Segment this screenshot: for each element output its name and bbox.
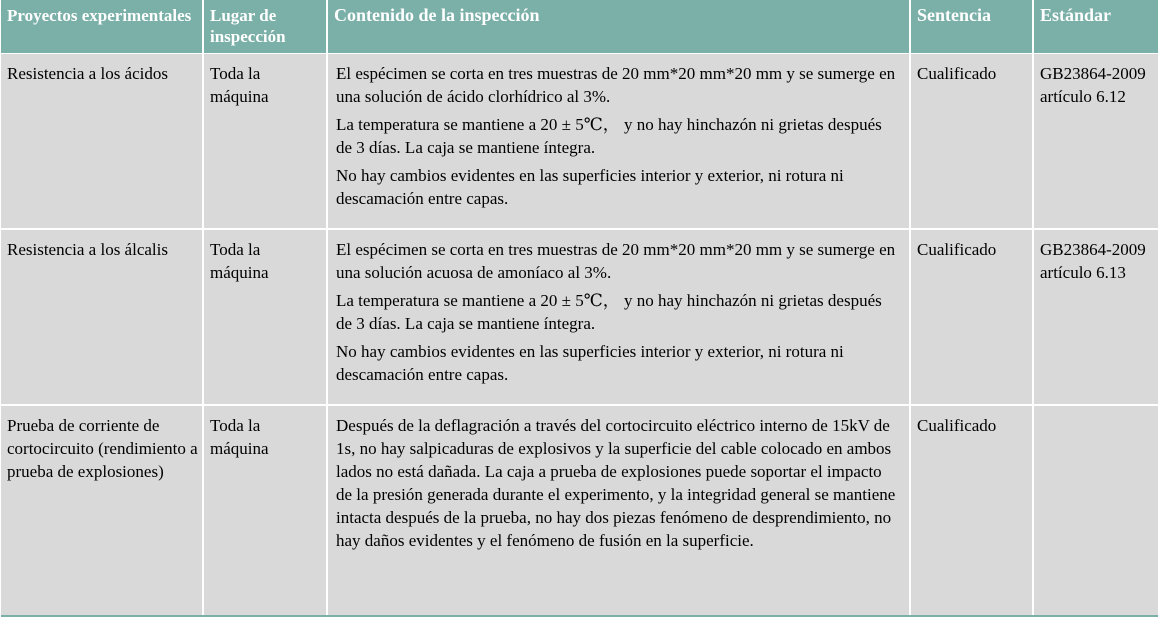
cell-verdict xyxy=(910,229,1033,405)
content-paragraph: El espécimen se corta en tres muestras de 20 mm*20 mm*20 mm y se sumerge en una solución de ácido clorhídrico al 3%. xyxy=(336,64,896,106)
cell-content xyxy=(327,229,910,405)
cell-project xyxy=(1,229,203,405)
cell-project xyxy=(1,54,203,230)
cell-standard xyxy=(1033,229,1158,405)
content-paragraph: No hay cambios evidentes en las superficies interior y exterior, ni rotura ni descamación entre capas. xyxy=(336,342,844,384)
cell-place xyxy=(203,54,327,230)
table-body xyxy=(1,54,1158,617)
header-sentencia: Sentencia xyxy=(910,0,1033,54)
verdict-text: Cualificado xyxy=(917,416,997,435)
cell-content xyxy=(327,54,910,230)
cell-project xyxy=(1,405,203,616)
standard-text: GB23864-2009 artículo 6.12 xyxy=(1040,64,1146,106)
project-text: Prueba de corriente de cortocircuito (rendimiento a prueba de explosiones) xyxy=(7,416,198,481)
inspection-table xyxy=(1,0,1158,617)
content-paragraph: No hay cambios evidentes en las superficies interior y exterior, ni rotura ni descamación entre capas. xyxy=(336,166,844,208)
content-paragraph: La temperatura se mantiene a 20 ± 5℃， y no hay hinchazón ni grietas después de 3 días. La caja se mantiene íntegra. xyxy=(336,291,882,333)
project-text: Resistencia a los ácidos xyxy=(7,64,168,83)
cell-standard xyxy=(1033,54,1158,230)
cell-verdict xyxy=(910,54,1033,230)
cell-standard xyxy=(1033,405,1158,616)
standard-text: GB23864-2009 artículo 6.13 xyxy=(1040,240,1146,282)
verdict-text: Cualificado xyxy=(917,240,997,259)
cell-place xyxy=(203,405,327,616)
content-paragraph: El espécimen se corta en tres muestras de 20 mm*20 mm*20 mm y se sumerge en una solución acuosa de amoníaco al 3%. xyxy=(336,240,896,282)
cell-content xyxy=(327,405,910,616)
cell-verdict xyxy=(910,405,1033,616)
table-row xyxy=(1,405,1158,616)
cell-place xyxy=(203,229,327,405)
place-text: Toda la máquina xyxy=(210,416,269,458)
content-paragraph: Después de la deflagración a través del cortocircuito eléctrico interno de 15kV de 1s, no hay salpicaduras de explosivos y la superficie del cable colocado en ambos lados no está dañada. La caja a prueba de explosiones puede soportar el impacto de la presión generada durante el experimento, y la integridad general se mantiene intacta después de la prueba, no hay dos piezas fenómeno de desprendimiento, no hay daños evidentes y el fenómeno de fusión en la superficie. xyxy=(336,416,896,550)
header-contenido: Contenido de la inspección xyxy=(327,0,910,54)
table-row xyxy=(1,54,1158,230)
place-text: Toda la máquina xyxy=(210,240,269,282)
header-lugar: Lugar de inspección xyxy=(203,0,327,54)
table-row xyxy=(1,229,1158,405)
content-paragraph: La temperatura se mantiene a 20 ± 5℃， y no hay hinchazón ni grietas después de 3 días. La caja se mantiene íntegra. xyxy=(336,115,882,157)
verdict-text: Cualificado xyxy=(917,64,997,83)
header-estandar: Estándar xyxy=(1033,0,1158,54)
project-text: Resistencia a los álcalis xyxy=(7,240,168,259)
header-proyectos: Proyectos experimentales xyxy=(1,0,203,54)
table-header xyxy=(1,0,1158,54)
place-text: Toda la máquina xyxy=(210,64,269,106)
header-row xyxy=(1,0,1158,54)
